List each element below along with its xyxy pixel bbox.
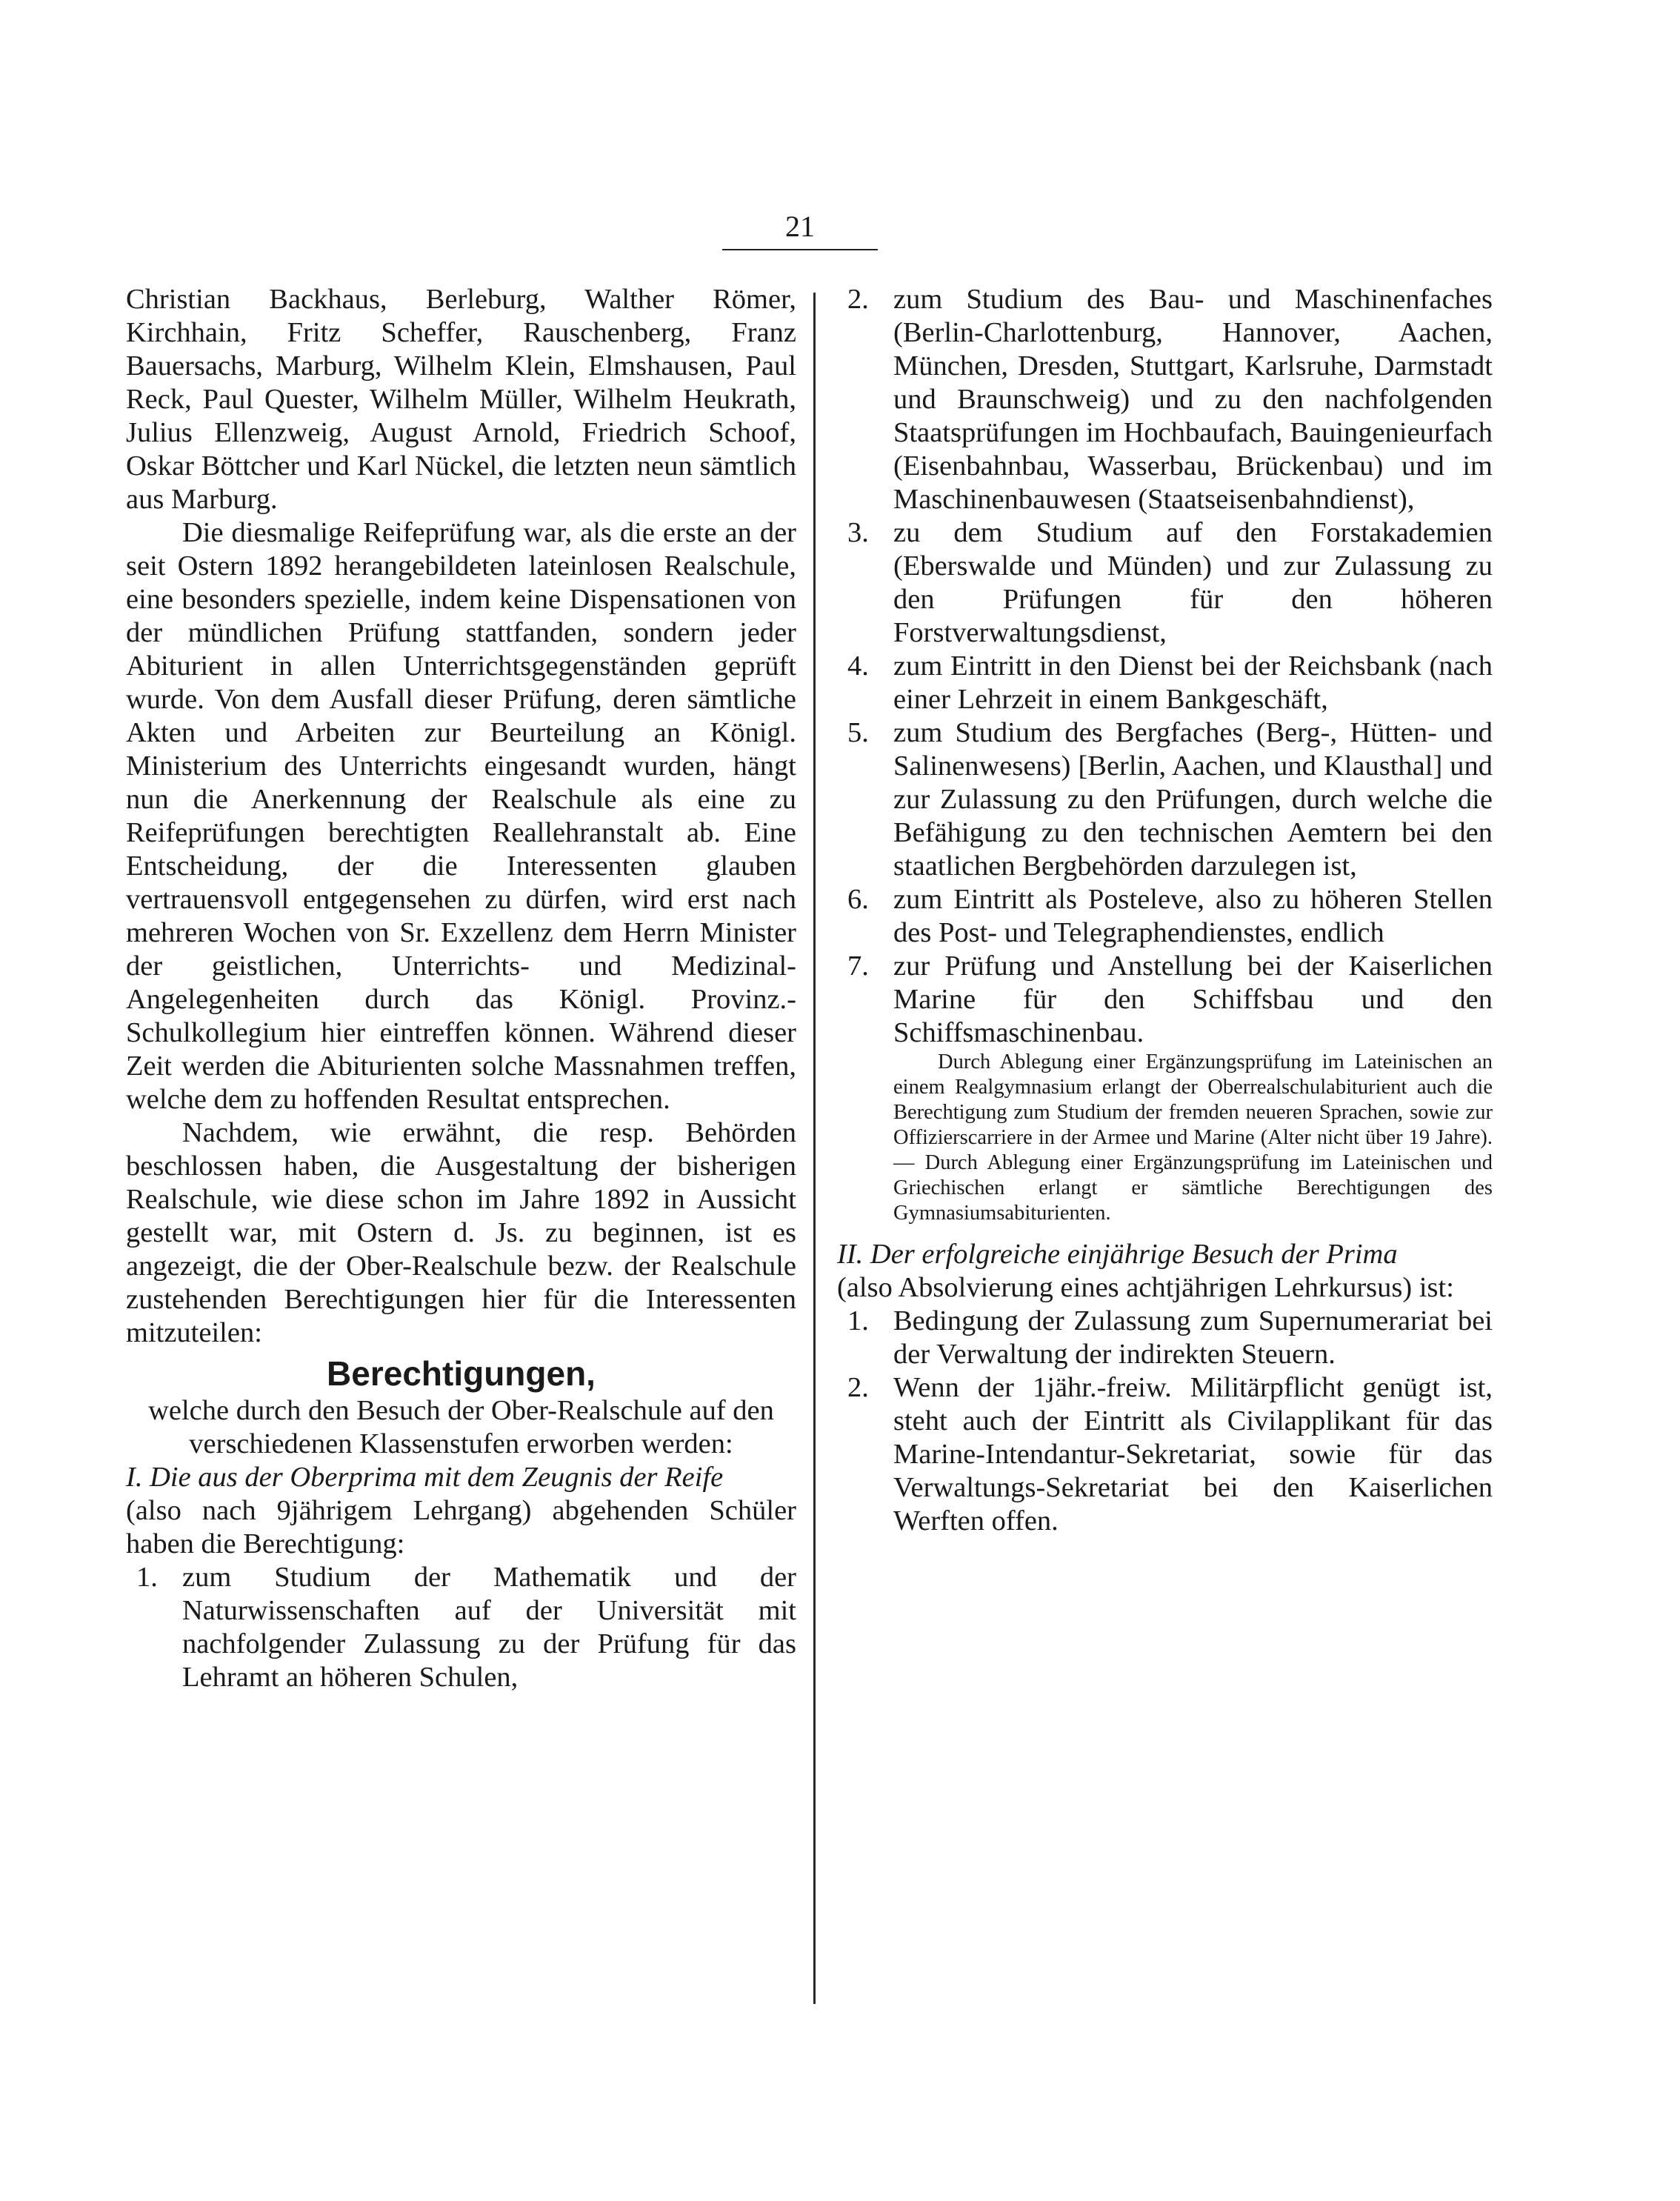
header-rule (722, 249, 878, 250)
ergaenzungspruefung-note: Durch Ablegung einer Ergänzungsprüfung im Lateinischen an einem Realgymnasium erlangt der Oberrealschulabiturient auch die Berechtigung zum Studium der fremden neueren Sprachen, sowie zur Offizierscarriere in der Armee und Marine (Alter nicht über 19 Jahre). — Durch Ablegung einer Ergänzungsprüfung im Lateinischen und Griechischen erlangt er sämtliche Berechtigungen des Gymnasiumsabiturienten. (893, 1050, 1493, 1225)
page-number: 21 (785, 210, 815, 243)
list-item-text: zum Eintritt als Posteleve, also zu höheren Stellen des Post- und Telegraphendienstes, endlich (893, 884, 1493, 948)
list-item-number: 4. (847, 650, 869, 682)
list-item-number: 1. (136, 1562, 158, 1593)
names-paragraph: Christian Backhaus, Berleburg, Walther Römer, Kirchhain, Fritz Scheffer, Rauschenberg, Franz Bauersachs, Marburg, Wilhelm Klein, Elmshausen, Paul Reck, Paul Quester, Wilhelm Müller, Wilhelm Heukrath, Julius Ellenzweig, August Arnold, Friedrich Schoof, Oskar Böttcher und Karl Nückel, die letzten neun sämtlich aus Marburg. (126, 284, 796, 515)
list-item (837, 516, 1493, 650)
list-item-text: Bedingung der Zulassung zum Supernumerariat bei der Verwaltung der indirekten Steuern. (893, 1305, 1493, 1370)
section-2-title: II. Der erfolgreiche einjährige Besuch der Prima (837, 1239, 1398, 1270)
list-item (837, 283, 1493, 516)
list-item-text: zum Studium des Bergfaches (Berg-, Hütten- und Salinenwesens) [Berlin, Aachen, und Klausthal] und zur Zulassung zu den Prüfungen, durch welche die Befähigung zu den technischen Aemtern bei den staatlichen Bergbehörden darzulegen ist, (893, 717, 1493, 882)
list-item-number: 6. (847, 884, 869, 915)
berechtigungen-heading: Berechtigungen, (327, 1354, 596, 1393)
section-1-intro: (also nach 9jährigem Lehrgang) abgehenden Schüler haben die Berechtigung: (126, 1495, 796, 1559)
berechtigungen-subheading: welche durch den Besuch der Ober-Realschule auf den verschiedenen Klassenstufen erworben werden: (148, 1395, 774, 1459)
list-item (837, 883, 1493, 950)
section-1-title: I. Die aus der Oberprima mit dem Zeugnis der Reife (126, 1462, 724, 1493)
list-item (837, 650, 1493, 716)
list-item (837, 950, 1493, 1050)
berechtigungen-list (837, 283, 1493, 1050)
left-column (126, 283, 796, 1694)
list-item (837, 1305, 1493, 1371)
list-item (837, 716, 1493, 883)
ausgestaltung-paragraph: Nachdem, wie erwähnt, die resp. Behörden beschlossen haben, die Ausgestaltung der bisherigen Realschule, wie diese schon im Jahre 1892 in Aussicht gestellt war, mit Ostern d. Js. zu beginnen, ist es angezeigt, die der Ober-Realschule bezw. der Realschule zustehenden Berechtigungen hier für die Interessenten mitzuteilen: (126, 1117, 796, 1348)
list-item-number: 7. (847, 950, 869, 982)
list-item-text: Wenn der 1jähr.-freiw. Militärpflicht genügt ist, steht auch der Eintritt als Civilapplikant für das Marine-Intendantur-Sekretariat, sowie für das Verwaltungs-Sekretariat bei den Kaiserlichen Werften offen. (893, 1372, 1493, 1536)
list-item-number: 2. (847, 284, 869, 315)
right-column (837, 283, 1493, 1538)
list-item-text: zum Studium der Mathematik und der Naturwissenschaften auf der Universität mit nachfolgender Zulassung zu der Prüfung für das Lehramt an höheren Schulen, (182, 1562, 796, 1693)
section-2-intro: (also Absolvierung eines achtjährigen Lehrkursus) ist: (837, 1272, 1454, 1303)
list-item-text: zur Prüfung und Anstellung bei der Kaiserlichen Marine für den Schiffsbau und den Schiffsmaschinenbau. (893, 950, 1493, 1048)
list-item-text: zum Eintritt in den Dienst bei der Reichsbank (nach einer Lehrzeit in einem Bankgeschäft, (893, 650, 1493, 715)
list-item (126, 1561, 796, 1694)
reifepruefung-paragraph: Die diesmalige Reifeprüfung war, als die erste an der seit Ostern 1892 herangebildeten lateinlosen Realschule, eine besonders spezielle, indem keine Dispensationen von der mündlichen Prüfung stattfanden, sondern jeder Abiturient in allen Unterrichtsgegenständen geprüft wurde. Von dem Ausfall dieser Prüfung, deren sämtliche Akten und Arbeiten zur Beurteilung an Königl. Ministerium des Unterrichts eingesandt wurden, hängt nun die Anerkennung der Realschule als eine zu Reifeprüfungen berechtigten Reallehranstalt ab. Eine Entscheidung, der die Interessenten glauben vertrauensvoll entgegensehen zu dürfen, wird erst nach mehreren Wochen von Sr. Exzellenz dem Herrn Minister der geistlichen, Unterrichts- und Medizinal-Angelegenheiten durch das Königl. Provinz.-Schulkollegium hier eintreffen können. Während dieser Zeit werden die Abiturienten solche Massnahmen treffen, welche dem zu hoffenden Resultat entsprechen. (126, 517, 796, 1115)
list-item (837, 1371, 1493, 1538)
list-item-number: 3. (847, 517, 869, 548)
list-item-number: 2. (847, 1372, 869, 1403)
list-item-number: 1. (847, 1305, 869, 1336)
list-item-number: 5. (847, 717, 869, 748)
list-item-text: zum Studium des Bau- und Maschinenfaches (Berlin-Charlottenburg, Hannover, Aachen, München, Dresden, Stuttgart, Karlsruhe, Darmstadt und Braunschweig) und zu den nachfolgenden Staatsprüfungen im Hochbaufach, Bauingenieurfach (Eisenbahnbau, Wasserbau, Brückenbau) und im Maschinenbauwesen (Staatseisenbahndienst), (893, 284, 1493, 515)
list-item-text: zu dem Studium auf den Forstakademien (Eberswalde und Münden) und zur Zulassung zu den Prüfungen für den höheren Forstverwaltungsdienst, (893, 517, 1493, 648)
prima-list (837, 1305, 1493, 1538)
column-divider (813, 293, 816, 2004)
